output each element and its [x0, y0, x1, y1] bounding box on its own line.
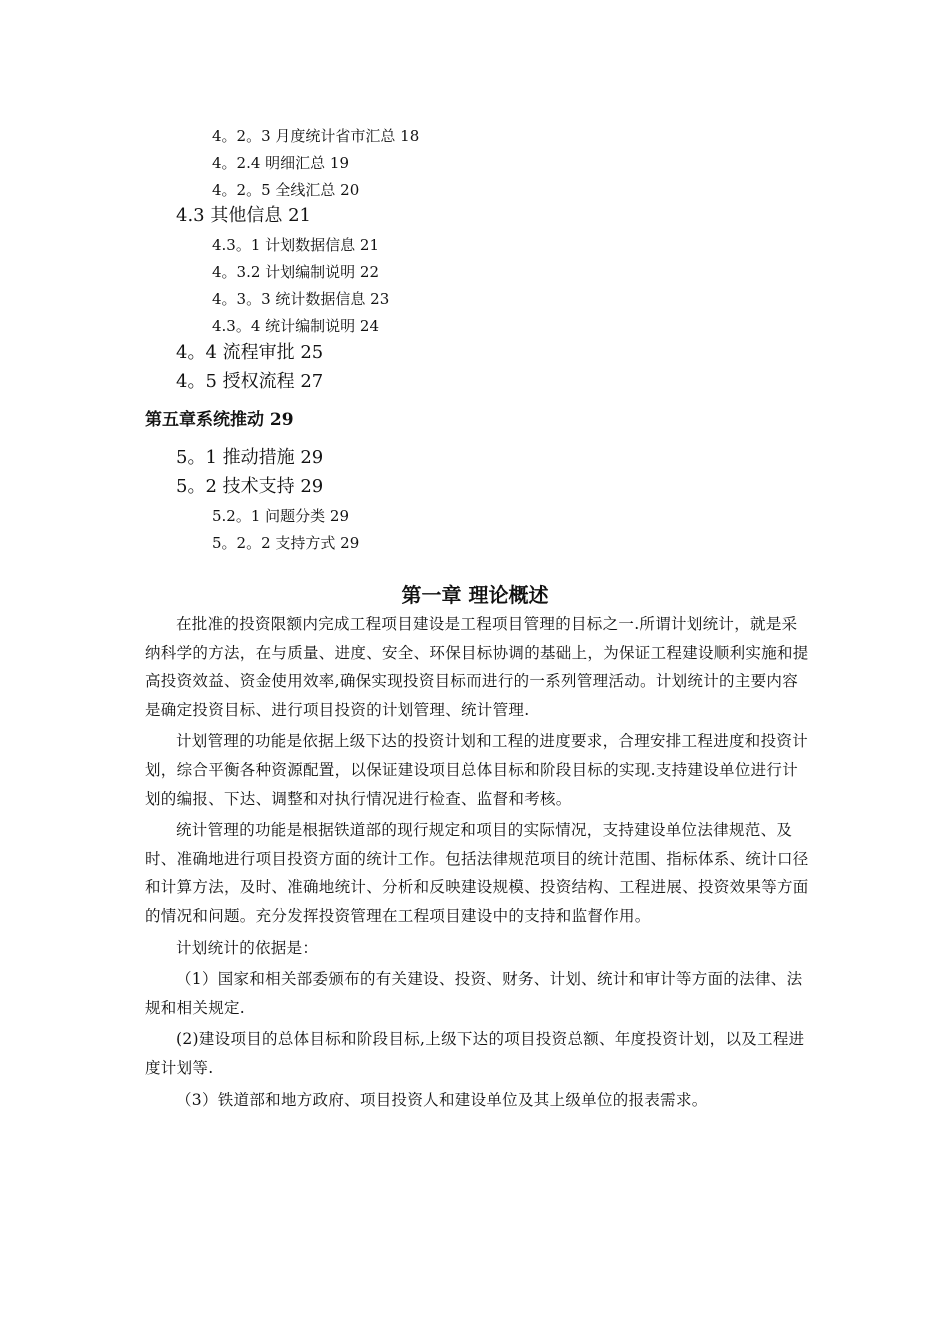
body-paragraph: 在批准的投资限额内完成工程项目建设是工程项目管理的目标之一.所谓计划统计，就是采纳科学的方法，在与质量、进度、安全、环保目标协调的基础上，为保证工程建设顺利实施和提高投资效益、资金使用效率,确保实现投资目标而进行的一系列管理活动。计划统计的主要内容是确定投资目标、进行项目投资的计划管理、统计管理. — [145, 615, 809, 719]
toc-item[interactable]: 5.2。1 问题分类 29 — [212, 507, 350, 525]
toc-item[interactable]: 4。2。5 全线汇总 20 — [212, 181, 360, 199]
toc-item[interactable]: 5。1 推动措施 29 — [176, 447, 324, 468]
body-paragraph: 统计管理的功能是根据铁道部的现行规定和项目的实际情况，支持建设单位法律规范、及时、准确地进行项目投资方面的统计工作。包括法律规范项目的统计范围、指标体系、统计口径和计算方法，及时、准确地统计、分析和反映建设规模、投资结构、工程进展、投资效果等方面的情况和问题。充分发挥投资管理在工程项目建设中的支持和监督作用。 — [145, 821, 809, 925]
body-paragraph: (2)建设项目的总体目标和阶段目标,上级下达的项目投资总额、年度投资计划，以及工程进度计划等. — [145, 1030, 805, 1077]
toc-item[interactable]: 4.3 其他信息 21 — [176, 205, 311, 226]
chapter-body — [145, 610, 812, 1114]
toc-item[interactable]: 4。4 流程审批 25 — [176, 342, 324, 363]
toc-item[interactable]: 4。3。3 统计数据信息 23 — [212, 290, 390, 308]
toc-item[interactable]: 4。3.2 计划编制说明 22 — [212, 263, 380, 281]
body-paragraph: 计划管理的功能是依据上级下达的投资计划和工程的进度要求，合理安排工程进度和投资计划，综合平衡各种资源配置，以保证建设项目总体目标和阶段目标的实现.支持建设单位进行计划的编报、下达、调整和对执行情况进行检查、监督和考核。 — [145, 732, 809, 808]
toc-item[interactable]: 4.3。1 计划数据信息 21 — [212, 236, 380, 254]
toc-item[interactable]: 5。2。2 支持方式 29 — [212, 534, 360, 552]
toc-chapter-heading[interactable]: 第五章系统推动 29 — [145, 410, 294, 430]
toc-item[interactable]: 4.3。4 统计编制说明 24 — [212, 317, 380, 335]
chapter-title: 第一章 理论概述 — [401, 583, 549, 607]
toc-item[interactable]: 4。2。3 月度统计省市汇总 18 — [212, 127, 420, 145]
toc-item[interactable]: 4。2.4 明细汇总 19 — [212, 154, 350, 172]
body-paragraph: （1）国家和相关部委颁布的有关建设、投资、财务、计划、统计和审计等方面的法律、法规和相关规定. — [145, 970, 803, 1017]
toc-item[interactable]: 5。2 技术支持 29 — [176, 476, 324, 497]
body-paragraph: （3）铁道部和地方政府、项目投资人和建设单位及其上级单位的报表需求。 — [176, 1090, 708, 1109]
toc-item[interactable]: 4。5 授权流程 27 — [176, 371, 324, 392]
body-paragraph: 计划统计的依据是： — [176, 938, 319, 957]
